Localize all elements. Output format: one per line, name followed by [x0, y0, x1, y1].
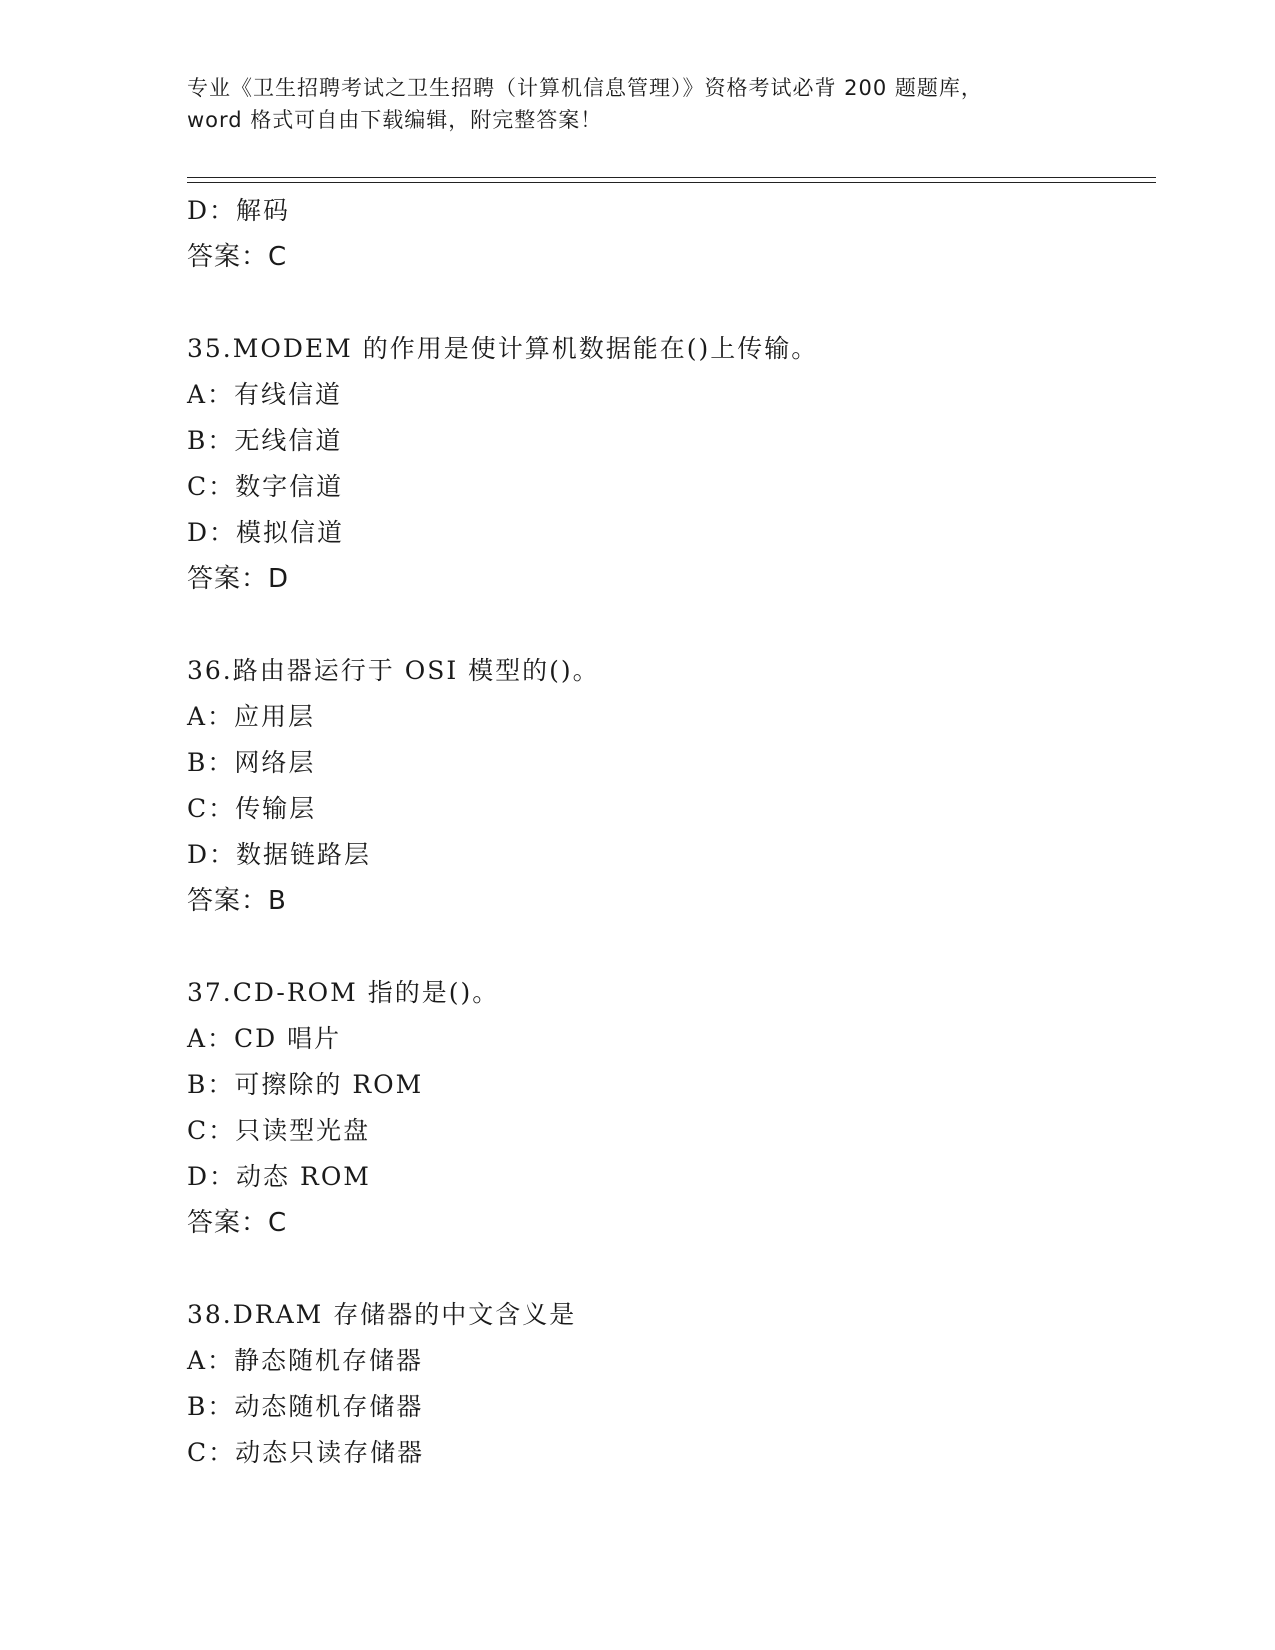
document-header — [187, 72, 1087, 136]
question-37: 37.CD-ROM 指的是()。 — [187, 978, 500, 1007]
option-a: A：应用层 — [187, 702, 316, 731]
spacer — [187, 602, 1147, 648]
option-b: B：网络层 — [187, 748, 316, 777]
option-d: D：动态 ROM — [187, 1162, 371, 1191]
question-35: 35.MODEM 的作用是使计算机数据能在()上传输。 — [187, 334, 819, 363]
header-divider-top — [187, 177, 1156, 178]
answer-line: 答案：B — [187, 886, 287, 916]
option-c: C：动态只读存储器 — [187, 1438, 425, 1467]
option-a: A：有线信道 — [187, 380, 343, 409]
option-d: D：模拟信道 — [187, 518, 345, 547]
spacer — [187, 924, 1147, 970]
answer-line: 答案：D — [187, 564, 290, 594]
question-list — [187, 188, 1147, 1476]
answer-line: 答案：C — [187, 1208, 288, 1238]
question-36: 36.路由器运行于 OSI 模型的()。 — [187, 656, 600, 685]
option-b: B：无线信道 — [187, 426, 343, 455]
option-a: A：静态随机存储器 — [187, 1346, 424, 1375]
option-a: A：CD 唱片 — [187, 1024, 342, 1053]
option-d: D：数据链路层 — [187, 840, 372, 869]
option-c: C：传输层 — [187, 794, 317, 823]
header-divider-bottom — [187, 182, 1156, 183]
option-c: C：数字信道 — [187, 472, 344, 501]
option-d: D：解码 — [187, 196, 291, 225]
option-b: B：可擦除的 ROM — [187, 1070, 424, 1099]
question-38: 38.DRAM 存储器的中文含义是 — [187, 1300, 577, 1329]
option-b: B：动态随机存储器 — [187, 1392, 424, 1421]
answer-line: 答案：C — [187, 242, 288, 272]
option-c: C：只读型光盘 — [187, 1116, 371, 1145]
header-title-line-1: 专业《卫生招聘考试之卫生招聘（计算机信息管理）》资格考试必背 200 题题库， — [187, 76, 983, 100]
spacer — [187, 280, 1147, 326]
header-title-line-2: word 格式可自由下载编辑，附完整答案！ — [187, 108, 603, 132]
spacer — [187, 1246, 1147, 1292]
